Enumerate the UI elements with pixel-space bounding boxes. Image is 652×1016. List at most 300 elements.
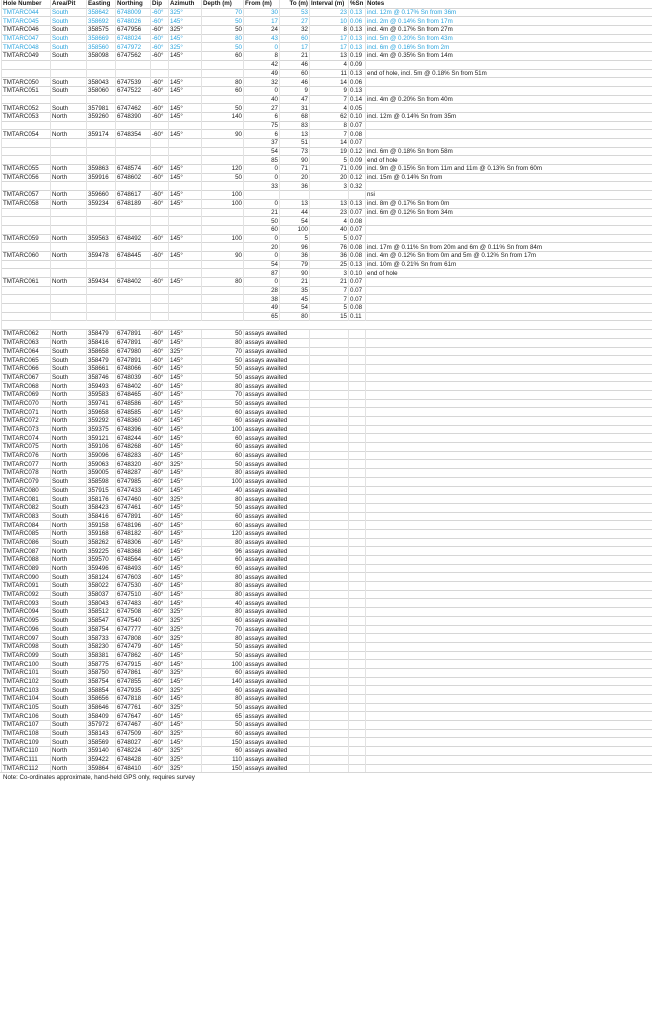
cell-depth: 60 [202, 86, 244, 95]
cell-area-pit: South [51, 43, 87, 52]
cell-northing: 6747891 [116, 330, 151, 339]
empty-cell [349, 616, 366, 625]
cell-hole-number: TMTARC086 [2, 538, 51, 547]
cell-to: 96 [280, 243, 310, 252]
cell-depth: 100 [202, 477, 244, 486]
cell-easting: 359863 [87, 165, 116, 174]
table-row [2, 34, 652, 43]
cell-easting: 359174 [87, 130, 116, 139]
cell-to: 9 [280, 86, 310, 95]
cell-depth: 50 [202, 330, 244, 339]
cell-depth [202, 312, 244, 321]
cell-depth: 80 [202, 573, 244, 582]
empty-cell [349, 477, 366, 486]
cell-status: assays awaited [244, 747, 310, 756]
table-row [2, 112, 652, 121]
cell-status: assays awaited [244, 721, 310, 730]
cell-depth: 60 [202, 512, 244, 521]
cell-hole-number: TMTARC074 [2, 434, 51, 443]
cell-status: assays awaited [244, 477, 310, 486]
table-row [2, 52, 652, 61]
cell-azimuth: 145° [169, 599, 202, 608]
cell-status: assays awaited [244, 686, 310, 695]
cell-dip: -60° [151, 712, 169, 721]
empty-cell [349, 642, 366, 651]
cell-hole-number: TMTARC092 [2, 590, 51, 599]
empty-cell [349, 564, 366, 573]
cell-area-pit: South [51, 86, 87, 95]
cell-area-pit [51, 304, 87, 313]
cell-from: 0 [244, 234, 280, 243]
cell-notes: end of hole [366, 156, 652, 165]
cell-dip: -60° [151, 390, 169, 399]
cell-easting [87, 147, 116, 156]
cell-to: 21 [280, 52, 310, 61]
empty-cell [310, 451, 349, 460]
cell-area-pit: North [51, 747, 87, 756]
cell-area-pit: South [51, 729, 87, 738]
cell-interval: 3 [310, 269, 349, 278]
cell-status: assays awaited [244, 642, 310, 651]
cell-area-pit: South [51, 712, 87, 721]
cell-hole-number: TMTARC102 [2, 677, 51, 686]
cell-area-pit: North [51, 469, 87, 478]
cell-northing: 6748402 [116, 382, 151, 391]
empty-cell [310, 469, 349, 478]
cell-area-pit: North [51, 564, 87, 573]
cell-depth: 80 [202, 382, 244, 391]
cell-to: 47 [280, 95, 310, 104]
empty-cell [310, 564, 349, 573]
cell-depth: 70 [202, 347, 244, 356]
cell-northing [116, 269, 151, 278]
cell-hole-number: TMTARC084 [2, 521, 51, 530]
table-row [2, 86, 652, 95]
table-row [2, 564, 652, 573]
cell-notes [366, 286, 652, 295]
cell-depth [202, 147, 244, 156]
cell-azimuth [169, 69, 202, 78]
cell-northing [116, 69, 151, 78]
table-row [2, 199, 652, 208]
cell-to: 79 [280, 260, 310, 269]
table-row [2, 651, 652, 660]
empty-cell [349, 668, 366, 677]
cell-northing: 6747461 [116, 503, 151, 512]
empty-cell [310, 417, 349, 426]
table-row [2, 677, 652, 686]
table-row [2, 616, 652, 625]
cell-azimuth: 145° [169, 251, 202, 260]
cell-depth: 80 [202, 608, 244, 617]
empty-cell [310, 443, 349, 452]
cell-area-pit: North [51, 338, 87, 347]
cell-area-pit: North [51, 191, 87, 200]
cell-hole-number [2, 95, 51, 104]
cell-azimuth: 145° [169, 278, 202, 287]
cell-from: 37 [244, 139, 280, 148]
cell-status: assays awaited [244, 399, 310, 408]
cell-from: 75 [244, 121, 280, 130]
empty-cell [366, 556, 652, 565]
cell-azimuth [169, 156, 202, 165]
cell-from: 0 [244, 43, 280, 52]
cell-azimuth: 145° [169, 130, 202, 139]
cell-status: assays awaited [244, 347, 310, 356]
empty-cell [366, 599, 652, 608]
table-row [2, 208, 652, 217]
cell-dip: -60° [151, 52, 169, 61]
empty-cell [310, 608, 349, 617]
table-body [2, 8, 652, 772]
cell-area-pit: South [51, 634, 87, 643]
cell-easting: 357915 [87, 486, 116, 495]
cell-interval: 14 [310, 139, 349, 148]
cell-area-pit: South [51, 17, 87, 26]
cell-to: 53 [280, 8, 310, 17]
cell-depth: 80 [202, 634, 244, 643]
empty-cell [349, 590, 366, 599]
table-row [2, 729, 652, 738]
cell-from: 0 [244, 251, 280, 260]
col-area-pit: Area/Pit [51, 0, 87, 8]
cell-azimuth: 145° [169, 425, 202, 434]
cell-notes: incl. 4m @ 0.12% Sn from 0m and 5m @ 0.12% Sn from 17m [366, 251, 652, 260]
cell-to: 68 [280, 112, 310, 121]
cell-northing: 6747980 [116, 347, 151, 356]
cell-azimuth: 145° [169, 521, 202, 530]
cell-depth: 60 [202, 729, 244, 738]
cell-easting: 358598 [87, 477, 116, 486]
cell-to: 27 [280, 17, 310, 26]
empty-cell [310, 356, 349, 365]
cell-hole-number: TMTARC053 [2, 112, 51, 121]
cell-hole-number: TMTARC098 [2, 642, 51, 651]
cell-depth [202, 304, 244, 313]
table-row [2, 373, 652, 382]
cell-hole-number: TMTARC105 [2, 703, 51, 712]
cell-sn: 0.10 [349, 112, 366, 121]
cell-hole-number [2, 121, 51, 130]
empty-cell [366, 338, 652, 347]
cell-azimuth: 325° [169, 495, 202, 504]
cell-depth: 80 [202, 78, 244, 87]
cell-easting: 358746 [87, 373, 116, 382]
empty-cell [310, 582, 349, 591]
empty-cell [366, 668, 652, 677]
cell-area-pit: North [51, 451, 87, 460]
cell-area-pit: South [51, 608, 87, 617]
empty-cell [366, 512, 652, 521]
cell-azimuth: 145° [169, 390, 202, 399]
empty-cell [366, 634, 652, 643]
empty-cell [310, 347, 349, 356]
cell-hole-number: TMTARC079 [2, 477, 51, 486]
cell-azimuth: 145° [169, 399, 202, 408]
cell-azimuth: 145° [169, 712, 202, 721]
cell-northing: 6747462 [116, 104, 151, 113]
cell-azimuth: 145° [169, 17, 202, 26]
cell-dip: -60° [151, 43, 169, 52]
empty-cell [349, 347, 366, 356]
empty-cell [310, 729, 349, 738]
cell-easting: 358642 [87, 8, 116, 17]
cell-interval: 23 [310, 208, 349, 217]
cell-interval: 5 [310, 156, 349, 165]
cell-area-pit: North [51, 460, 87, 469]
empty-cell [349, 677, 366, 686]
empty-cell [366, 642, 652, 651]
cell-easting: 359660 [87, 191, 116, 200]
cell-area-pit: South [51, 703, 87, 712]
cell-easting [87, 60, 116, 69]
cell-hole-number [2, 69, 51, 78]
cell-easting: 359121 [87, 434, 116, 443]
cell-area-pit: South [51, 52, 87, 61]
empty-cell [349, 599, 366, 608]
table-row [2, 173, 652, 182]
cell-to: 44 [280, 208, 310, 217]
cell-status: assays awaited [244, 364, 310, 373]
cell-easting: 358043 [87, 599, 116, 608]
table-row [2, 738, 652, 747]
cell-northing: 6748244 [116, 434, 151, 443]
cell-hole-number [2, 60, 51, 69]
cell-hole-number: TMTARC062 [2, 330, 51, 339]
cell-easting: 358656 [87, 695, 116, 704]
cell-azimuth: 145° [169, 373, 202, 382]
empty-cell [366, 764, 652, 772]
cell-dip [151, 243, 169, 252]
cell-hole-number [2, 304, 51, 313]
cell-azimuth: 325° [169, 686, 202, 695]
cell-area-pit: South [51, 599, 87, 608]
cell-azimuth: 145° [169, 721, 202, 730]
cell-hole-number: TMTARC060 [2, 251, 51, 260]
cell-depth: 60 [202, 408, 244, 417]
cell-azimuth [169, 208, 202, 217]
cell-northing [116, 208, 151, 217]
table-row [2, 764, 652, 772]
cell-northing: 6748182 [116, 529, 151, 538]
cell-azimuth: 145° [169, 486, 202, 495]
cell-northing: 6748009 [116, 8, 151, 17]
cell-dip: -60° [151, 86, 169, 95]
cell-azimuth: 325° [169, 747, 202, 756]
cell-area-pit: South [51, 695, 87, 704]
cell-azimuth: 145° [169, 173, 202, 182]
cell-northing: 6747862 [116, 651, 151, 660]
cell-easting: 359375 [87, 425, 116, 434]
empty-cell [349, 747, 366, 756]
cell-sn: 0.07 [349, 234, 366, 243]
cell-sn: 0.08 [349, 130, 366, 139]
cell-status: assays awaited [244, 356, 310, 365]
empty-cell [366, 660, 652, 669]
cell-northing: 6747818 [116, 695, 151, 704]
cell-hole-number: TMTARC100 [2, 660, 51, 669]
cell-depth: 40 [202, 486, 244, 495]
table-row [2, 269, 652, 278]
cell-depth: 50 [202, 651, 244, 660]
cell-sn: 0.13 [349, 69, 366, 78]
cell-northing: 6747956 [116, 26, 151, 35]
table-row [2, 312, 652, 321]
empty-cell [310, 764, 349, 772]
cell-sn: 0.08 [349, 251, 366, 260]
cell-northing: 6747985 [116, 477, 151, 486]
cell-depth: 80 [202, 34, 244, 43]
cell-dip [151, 121, 169, 130]
cell-status: assays awaited [244, 616, 310, 625]
cell-northing: 6748287 [116, 469, 151, 478]
empty-cell [310, 408, 349, 417]
cell-depth: 50 [202, 460, 244, 469]
cell-hole-number [2, 243, 51, 252]
cell-easting: 358037 [87, 590, 116, 599]
empty-cell [366, 364, 652, 373]
empty-cell [349, 338, 366, 347]
col-notes: Notes [366, 0, 652, 8]
cell-depth [202, 60, 244, 69]
cell-area-pit: South [51, 495, 87, 504]
empty-cell [349, 625, 366, 634]
cell-easting [87, 312, 116, 321]
empty-cell [310, 364, 349, 373]
cell-depth: 80 [202, 582, 244, 591]
cell-hole-number: TMTARC094 [2, 608, 51, 617]
cell-notes [366, 278, 652, 287]
empty-cell [366, 382, 652, 391]
cell-notes: incl. 4m @ 0.17% Sn from 27m [366, 26, 652, 35]
empty-cell [349, 686, 366, 695]
cell-area-pit: North [51, 330, 87, 339]
empty-cell [366, 373, 652, 382]
cell-area-pit: North [51, 199, 87, 208]
empty-cell [366, 538, 652, 547]
cell-azimuth [169, 269, 202, 278]
cell-dip [151, 69, 169, 78]
table-row [2, 521, 652, 530]
table-row [2, 191, 652, 200]
cell-easting [87, 121, 116, 130]
cell-interval: 5 [310, 234, 349, 243]
cell-dip: -60° [151, 625, 169, 634]
table-row [2, 625, 652, 634]
cell-dip: -60° [151, 512, 169, 521]
cell-area-pit: North [51, 173, 87, 182]
cell-easting: 359496 [87, 564, 116, 573]
cell-area-pit [51, 208, 87, 217]
cell-area-pit: North [51, 390, 87, 399]
cell-easting: 358262 [87, 538, 116, 547]
cell-interval: 7 [310, 295, 349, 304]
cell-azimuth: 145° [169, 356, 202, 365]
cell-from: 28 [244, 286, 280, 295]
table-row [2, 390, 652, 399]
cell-depth: 100 [202, 425, 244, 434]
cell-dip: -60° [151, 191, 169, 200]
cell-status: assays awaited [244, 451, 310, 460]
cell-hole-number: TMTARC097 [2, 634, 51, 643]
table-row [2, 417, 652, 426]
table-row [2, 721, 652, 730]
empty-cell [349, 634, 366, 643]
cell-status: assays awaited [244, 460, 310, 469]
cell-status: assays awaited [244, 660, 310, 669]
cell-hole-number: TMTARC055 [2, 165, 51, 174]
cell-to: 21 [280, 278, 310, 287]
cell-azimuth: 145° [169, 573, 202, 582]
cell-interval: 23 [310, 8, 349, 17]
cell-easting [87, 182, 116, 191]
cell-azimuth: 325° [169, 8, 202, 17]
cell-depth: 60 [202, 434, 244, 443]
cell-depth [202, 225, 244, 234]
cell-from: 24 [244, 26, 280, 35]
cell-sn: 0.13 [349, 260, 366, 269]
table-row [2, 703, 652, 712]
table-row [2, 608, 652, 617]
cell-dip: -60° [151, 408, 169, 417]
cell-azimuth: 145° [169, 547, 202, 556]
cell-hole-number: TMTARC106 [2, 712, 51, 721]
cell-depth: 100 [202, 199, 244, 208]
cell-area-pit: South [51, 78, 87, 87]
cell-northing: 6747855 [116, 677, 151, 686]
cell-easting: 359225 [87, 547, 116, 556]
cell-azimuth: 145° [169, 191, 202, 200]
cell-notes: incl. 15m @ 0.14% Sn from [366, 173, 652, 182]
cell-dip: -60° [151, 616, 169, 625]
empty-cell [310, 521, 349, 530]
cell-area-pit [51, 139, 87, 148]
cell-easting [87, 225, 116, 234]
table-row [2, 382, 652, 391]
col-interval: Interval (m) [310, 0, 349, 8]
cell-easting: 358646 [87, 703, 116, 712]
cell-area-pit: South [51, 34, 87, 43]
cell-easting: 358423 [87, 503, 116, 512]
empty-cell [310, 642, 349, 651]
cell-hole-number [2, 217, 51, 226]
cell-sn: 0.08 [349, 304, 366, 313]
cell-easting: 359864 [87, 764, 116, 772]
cell-azimuth: 145° [169, 512, 202, 521]
cell-northing: 6748354 [116, 130, 151, 139]
empty-cell [366, 521, 652, 530]
cell-azimuth: 145° [169, 408, 202, 417]
cell-azimuth: 145° [169, 338, 202, 347]
empty-cell [310, 712, 349, 721]
cell-interval: 40 [310, 225, 349, 234]
cell-status: assays awaited [244, 373, 310, 382]
cell-hole-number: TMTARC047 [2, 34, 51, 43]
cell-interval: 4 [310, 217, 349, 226]
cell-depth: 50 [202, 503, 244, 512]
cell-depth: 50 [202, 17, 244, 26]
cell-azimuth: 145° [169, 642, 202, 651]
cell-azimuth [169, 121, 202, 130]
cell-azimuth: 145° [169, 417, 202, 426]
cell-area-pit: South [51, 26, 87, 35]
cell-status: assays awaited [244, 729, 310, 738]
cell-hole-number [2, 182, 51, 191]
cell-hole-number: TMTARC101 [2, 668, 51, 677]
empty-cell [349, 330, 366, 339]
cell-sn: 0.19 [349, 52, 366, 61]
cell-to [280, 191, 310, 200]
